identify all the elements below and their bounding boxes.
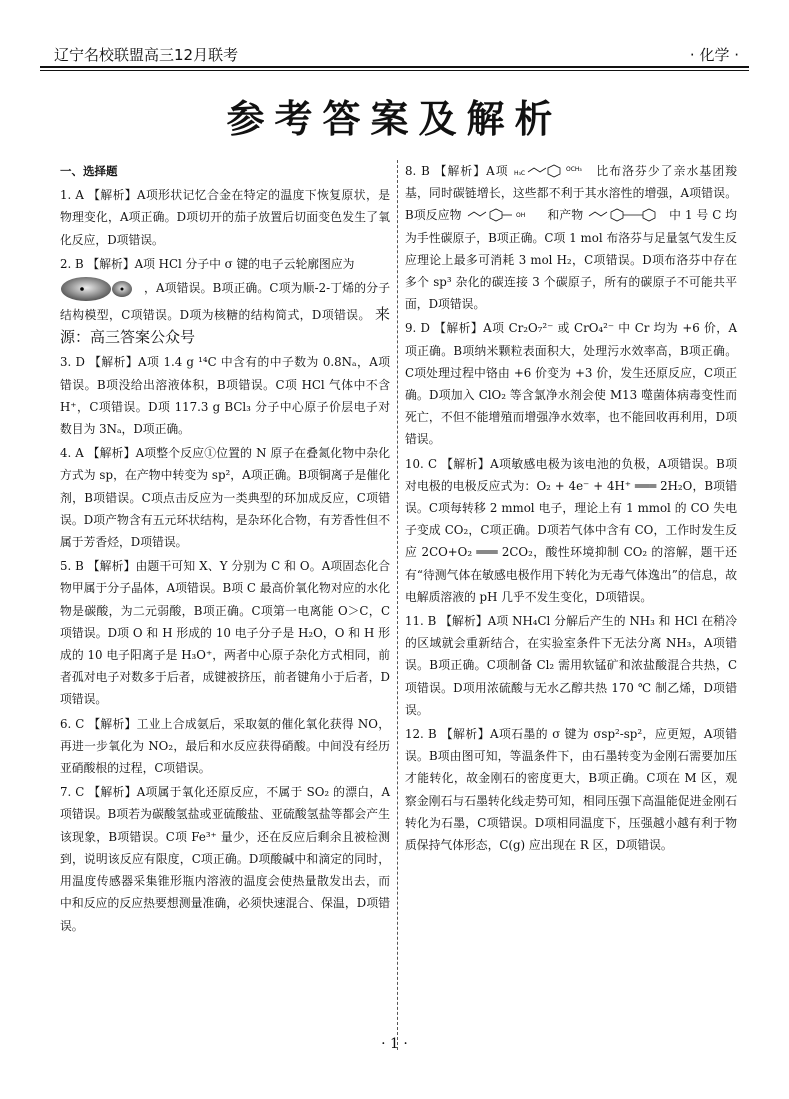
header-rule (40, 66, 749, 68)
sigma-orbital-figure (60, 275, 140, 303)
answer-12: 12. B 【解析】A项石墨的 σ 键为 σsp²-sp²，应更短，A项错误。B项由图可知，等温条件下，由石墨转变为金刚石需要加压才能转化，故金刚石的密度更大，B项正确。C项在 M 区，观察金刚石与石墨转化线走势可知，相同压强下高温能促进金刚石转化为石墨，C项错误。D项相同温度下，压强越小越有利于物质保持气体形态，C(g) 应出现在 R 区，D项错误。 (405, 727, 737, 853)
structure-product-icon (587, 206, 665, 226)
answer-5: 5. B 【解析】由题干可知 X、Y 分别为 C 和 O。A项固态化合物甲属于分子晶体，A项错误。B项 C 最高价氧化物对应的水化物是碳酸，为二元弱酸，B项正确。C项第一电离能 O＞C，C项错误。D项 O 和 H 形成的 10 电子分子是 H₂O，O 和 H 形成的 10 电子阳离子是 H₃O⁺，两者中心原子杂化方式相同，前者孤对电子对数多于后者，成键被挤压，前者键角小于后者，D项错误。 (60, 559, 390, 707)
answer-8-part-c: 和产物 (547, 208, 584, 223)
answer-1: 1. A 【解析】A项形状记忆合金在特定的温度下恢复原状，是物理变化，A项正确。D项切开的茄子放置后切面变色发生了氧化反应，D项错误。 (60, 188, 390, 247)
structure-ester-icon (514, 162, 592, 182)
header-rule-thin (40, 70, 749, 71)
answer-8-part-b: 比布洛芬少了亲水基团羧基，同时碳链增长，这些都不利于其水溶性的增强，A项错误。B项反应物 (405, 164, 738, 223)
page-title: 参考答案及解析 (226, 97, 563, 141)
exam-title: 辽宁名校联盟高三12月联考 (54, 46, 239, 64)
watermark-text: 来源：高三答案公众号 (60, 305, 391, 347)
answer-6: 6. C 【解析】工业上合成氨后，采取氨的催化氧化获得 NO，再进一步氧化为 NO₂，最后和水反应获得硝酸。中间没有经历亚硝酸根的过程，C项错误。 (60, 716, 390, 776)
answer-2-part-b: ，A项错误。B项正确。C项为顺-2-丁烯的分子结构模型，C项错误。D项为核糖的结构简式，D项错误。 (60, 281, 391, 323)
answer-9: 9. D 【解析】A项 Cr₂O₇²⁻ 或 CrO₄²⁻ 中 Cr 均为 +6 价，A项正确。B项纳米颗粒表面积大，处理污水效率高，B项正确。C项处理过程中铬由 +6 价变为 +3 价，发生还原反应，C项正确。D项加入 ClO₂ 等含氯净水剂会使 M13 噬菌体病毒变性而死亡，不但不能增殖而增强净水效率，也不能回收再利用，D项错误。 (405, 321, 737, 447)
answer-4: 4. A 【解析】A项整个反应①位置的 N 原子在叠氮化物中杂化方式为 sp，在产物中转变为 sp²，A项正确。B项铜离子是催化剂，B项错误。C项点击反应为一类典型的环加成反应，C项错误。D项产物含有五元环状结构，是杂环化合物，有芳香性但不属于芳香烃，D项错误。 (60, 446, 390, 550)
acid-label: OH (515, 212, 525, 220)
methyl-label: H₃C (513, 170, 525, 177)
answer-7: 7. C 【解析】A项属于氧化还原反应，不属于 SO₂ 的漂白，A项错误。B项若为碳酸氢盐或亚硫酸盐、亚硫酸氢盐等都会产生该现象，B项错误。C项 Fe³⁺ 量少，还在反应后剩余且被检测到，说明该反应有限度，C项正确。D项酸碱中和滴定的同时，用温度传感器采集锥形瓶内溶液的温度会使热量散发出去，而中和反应的反应热要想测量准确，必须快速混合、保温，D项错误。 (60, 785, 390, 933)
structure-acid-icon (466, 206, 544, 226)
answer-2-part-a: 2. B 【解析】A项 HCl 分子中 σ 键的电子云轮廓图应为 (60, 256, 355, 271)
right-column (405, 160, 737, 858)
ester-label: OCH₃ (565, 166, 582, 173)
page-header (40, 42, 749, 66)
answer-2 (60, 253, 390, 350)
answer-11: 11. B 【解析】A项 NH₄Cl 分解后产生的 NH₃ 和 HCl 在稍冷的区域就会重新结合，在实验室条件下无法分离 NH₃，A项错误。B项正确。C项制备 Cl₂ 需用软锰矿和浓盐酸混合共热，C项错误。D项用浓硫酸与无水乙醇共热 170 ℃ 制乙烯，D项错误。 (405, 614, 737, 717)
column-divider (397, 160, 398, 1050)
answer-8 (405, 160, 737, 315)
answer-3: 3. D 【解析】A项 1.4 g ¹⁴C 中含有的中子数为 0.8Nₐ，A项错误。B项没给出溶液体积，B项错误。C项 HCl 气体中不含 H⁺，C项错误。D项 117.3 g BCl₃ 分子中心原子价层电子对数目为 3Nₐ，D项正确。 (60, 355, 390, 437)
section-heading: 一、选择题 (60, 164, 118, 178)
left-column (60, 160, 390, 939)
answer-8-part-a: 8. B 【解析】A项 (405, 164, 509, 178)
subject-label: · 化学 · (689, 46, 739, 64)
answer-10: 10. C 【解析】A项敏感电极为该电池的负极，A项错误。B项对电极的电极反应式为：O₂ + 4e⁻ + 4H⁺ ═══ 2H₂O，B项错误。C项每转移 2 mmol 电子，理论上有 1 mmol 的 CO 失电子变成 CO₂，C项正确。D项若气体中含有 CO，工作时发生反应 2CO+O₂ ═══ 2CO₂，酸性环境抑制 CO₂ 的溶解，题干还有“待测气体在敏感电极作用下转化为无毒气体逸出”的信息，故电解质溶液的 pH 几乎不发生变化，D项错误。 (405, 456, 737, 604)
page-number: · 1 · (381, 1036, 408, 1052)
answer-8-part-d: 中 1 号 C 均为手性碳原子，B项正确。C项 1 mol 布洛芬与足量氢气发生反应理论上最多可消耗 3 mol H₂，C项错误。D项布洛芬中存在多个 sp³ 杂化的碳连接 3 个碳原子，所有的碳原子不可能共平面，D项错误。 (405, 208, 737, 312)
